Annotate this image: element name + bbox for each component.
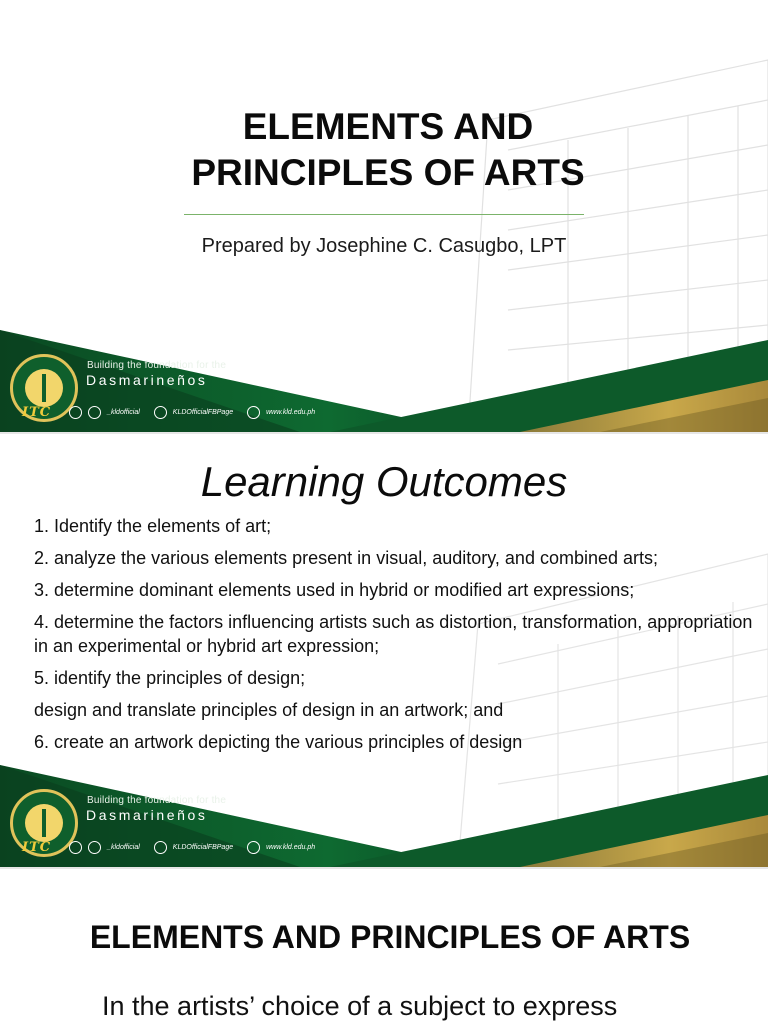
- outcomes-list: [34, 514, 754, 762]
- globe-icon: [247, 406, 260, 419]
- banner-city: Dasmarineños: [86, 807, 208, 823]
- website-url: www.kld.edu.ph: [266, 843, 316, 851]
- slide-title: ELEMENTS AND PRINCIPLES OF ARTS: [89, 919, 691, 955]
- learning-outcomes-slide: [0, 434, 768, 867]
- title-line-2: PRINCIPLES OF ARTS: [191, 152, 585, 193]
- slide-title: Learning Outcomes: [200, 458, 568, 505]
- elements-slide: [0, 869, 768, 1024]
- list-item: 2. analyze the various elements present in visual, auditory, and combined arts;: [34, 548, 659, 568]
- banner-tagline: Building the foundation for the: [87, 360, 227, 371]
- globe-icon: [247, 841, 260, 854]
- twitter-icon: [88, 841, 101, 854]
- list-item: 6. create an artwork depicting the various principles of design: [34, 732, 523, 752]
- slide-subtitle: Prepared by Josephine C. Casugbo, LPT: [201, 235, 567, 257]
- twitter-icon: [88, 406, 101, 419]
- list-item: design and translate principles of design in an artwork; and: [34, 700, 504, 720]
- banner-city: Dasmarineños: [86, 372, 208, 388]
- instagram-handle: _kldofficial: [107, 843, 140, 851]
- footer-banner: [0, 320, 768, 432]
- website-url: www.kld.edu.ph: [266, 408, 316, 416]
- list-item: 3. determine dominant elements used in hybrid or modified art expressions;: [34, 580, 635, 600]
- social-links: [22, 839, 323, 855]
- facebook-handle: KLDOfficialFBPage: [172, 843, 234, 851]
- divider: [184, 214, 584, 215]
- footer-banner: [0, 755, 768, 867]
- list-item: 1. Identify the elements of art;: [34, 516, 272, 536]
- itc-logo: ITC: [22, 839, 52, 855]
- itc-logo: ITC: [22, 404, 52, 420]
- banner-tagline: Building the foundation for the: [87, 795, 227, 806]
- slide-body-text: In the artists’ choice of a subject to express: [102, 991, 618, 1021]
- title-slide: [0, 0, 768, 432]
- title-line-1: ELEMENTS AND: [242, 106, 534, 147]
- facebook-icon: [154, 406, 167, 419]
- list-item: 4. determine the factors influencing artists such as distortion, transformation, appropriation in an experimental or hybrid art expression;: [34, 612, 753, 656]
- facebook-handle: KLDOfficialFBPage: [172, 408, 234, 416]
- list-item: 5. identify the principles of design;: [34, 668, 306, 688]
- facebook-icon: [154, 841, 167, 854]
- slide-title: [0, 104, 768, 196]
- instagram-icon: [69, 406, 82, 419]
- social-links: [22, 404, 323, 420]
- instagram-icon: [69, 841, 82, 854]
- instagram-handle: _kldofficial: [107, 408, 140, 416]
